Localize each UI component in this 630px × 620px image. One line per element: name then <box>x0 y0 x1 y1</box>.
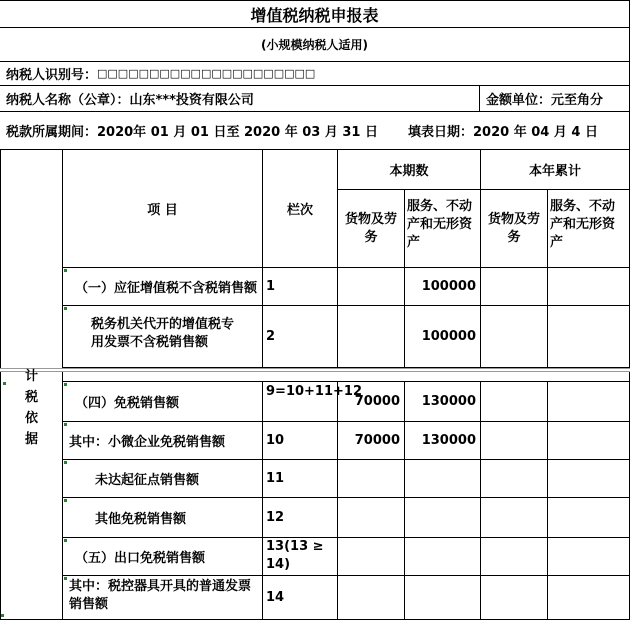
cell-note-indicator <box>64 499 67 502</box>
row-5-services-year[interactable] <box>548 460 630 498</box>
row-2-item: 税务机关代开的增值税专用发票不含税销售额 <box>63 306 263 368</box>
row-5-services-current[interactable] <box>405 460 481 498</box>
row-5-goods-current[interactable] <box>338 460 405 498</box>
header-goods-labor-year: 货物及劳务 <box>481 190 548 268</box>
row-1-goods-current[interactable] <box>338 268 405 306</box>
row-2-services-current[interactable]: 100000 <box>405 306 481 368</box>
cell-note-indicator <box>64 577 67 580</box>
row-7-goods-current[interactable] <box>338 538 405 576</box>
row-5-goods-year[interactable] <box>481 460 548 498</box>
side-label-top <box>0 150 63 372</box>
amount-unit: 金额单位：元至角分 <box>480 86 630 112</box>
row-4-item: 其中：小微企业免税销售额 <box>63 422 263 460</box>
row-6-item: 其他免税销售额 <box>63 498 263 538</box>
tax-period: 税款所属期间：2020年 01 月 01 日至 2020 年 03 月 31 日 <box>0 112 406 150</box>
cell-note-indicator <box>64 539 67 542</box>
header-services-current: 服务、不动产和无形资产 <box>405 190 481 268</box>
row-3-services-year[interactable] <box>548 382 630 422</box>
cell-note-indicator <box>64 269 67 272</box>
row-3-services-current[interactable]: 130000 <box>405 382 481 422</box>
cell-note-indicator <box>64 461 67 464</box>
row-1-goods-year[interactable] <box>481 268 548 306</box>
row-4-col: 10 <box>263 422 338 460</box>
row-5-item: 未达起征点销售额 <box>63 460 263 498</box>
row-8-services-current[interactable] <box>405 576 481 620</box>
row-8-services-year[interactable] <box>548 576 630 620</box>
side-label-cell <box>0 369 63 620</box>
row-5-col: 11 <box>263 460 338 498</box>
taxpayer-id-row <box>0 62 630 86</box>
row-6-goods-year[interactable] <box>481 498 548 538</box>
row-2-goods-current[interactable] <box>338 306 405 368</box>
taxpayer-id-label: 纳税人识别号： <box>6 68 98 83</box>
taxpayer-id-boxes[interactable]: □□□□□□□□□□□□□□□□□□□□□ <box>97 67 316 80</box>
row-2-col: 2 <box>263 306 338 368</box>
row-3-item: （四）免税销售额 <box>63 382 263 422</box>
row-3-goods-current[interactable]: 70000 <box>338 382 405 422</box>
row-7-col: 13(13 ≥ 14) <box>263 538 338 576</box>
row-7-services-year[interactable] <box>548 538 630 576</box>
header-column: 栏次 <box>263 150 338 268</box>
row-6-services-year[interactable] <box>548 498 630 538</box>
row-1-col: 1 <box>263 268 338 306</box>
row-6-services-current[interactable] <box>405 498 481 538</box>
row-4-goods-current[interactable]: 70000 <box>338 422 405 460</box>
row-4-services-current[interactable]: 130000 <box>405 422 481 460</box>
form-subtitle: (小规模纳税人适用) <box>0 28 630 62</box>
row-7-services-current[interactable] <box>405 538 481 576</box>
row-8-col: 14 <box>263 576 338 620</box>
row-3-spacer <box>63 372 630 382</box>
row-4-services-year[interactable] <box>548 422 630 460</box>
row-7-goods-year[interactable] <box>481 538 548 576</box>
form-title: 增值税纳税申报表 <box>0 1 630 28</box>
header-item: 项 目 <box>63 150 263 268</box>
row-6-col: 12 <box>263 498 338 538</box>
row-8-goods-current[interactable] <box>338 576 405 620</box>
cell-note-indicator <box>64 423 67 426</box>
row-4-goods-year[interactable] <box>481 422 548 460</box>
row-7-item: （五）出口免税销售额 <box>63 538 263 576</box>
taxpayer-name: 纳税人名称（公章）：山东***投资有限公司 <box>0 86 480 112</box>
row-6-goods-current[interactable] <box>338 498 405 538</box>
row-3-goods-year[interactable] <box>481 382 548 422</box>
cell-note-indicator <box>64 307 67 310</box>
header-goods-labor-current: 货物及劳务 <box>338 190 405 268</box>
side-label: 计税依据 <box>25 369 39 447</box>
row-1-services-year[interactable] <box>548 268 630 306</box>
fill-date: 填表日期：2020 年 04 月 4 日 <box>406 112 630 150</box>
header-year-cumulative: 本年累计 <box>481 150 630 190</box>
row-3-col: 9=10+11+12 <box>263 382 338 422</box>
row-2-services-year[interactable] <box>548 306 630 368</box>
row-1-item: （一）应征增值税不含税销售额 <box>63 268 263 306</box>
cell-note-indicator <box>3 382 6 385</box>
row-8-item: 其中：税控器具开具的普通发票销售额 <box>63 576 263 620</box>
row-1-services-current[interactable]: 100000 <box>405 268 481 306</box>
header-services-year: 服务、不动产和无形资产 <box>548 190 630 268</box>
row-8-goods-year[interactable] <box>481 576 548 620</box>
cell-note-indicator <box>64 383 67 386</box>
row-2-goods-year[interactable] <box>481 306 548 368</box>
cell-note-indicator <box>1 614 4 617</box>
header-current-period: 本期数 <box>338 150 481 190</box>
